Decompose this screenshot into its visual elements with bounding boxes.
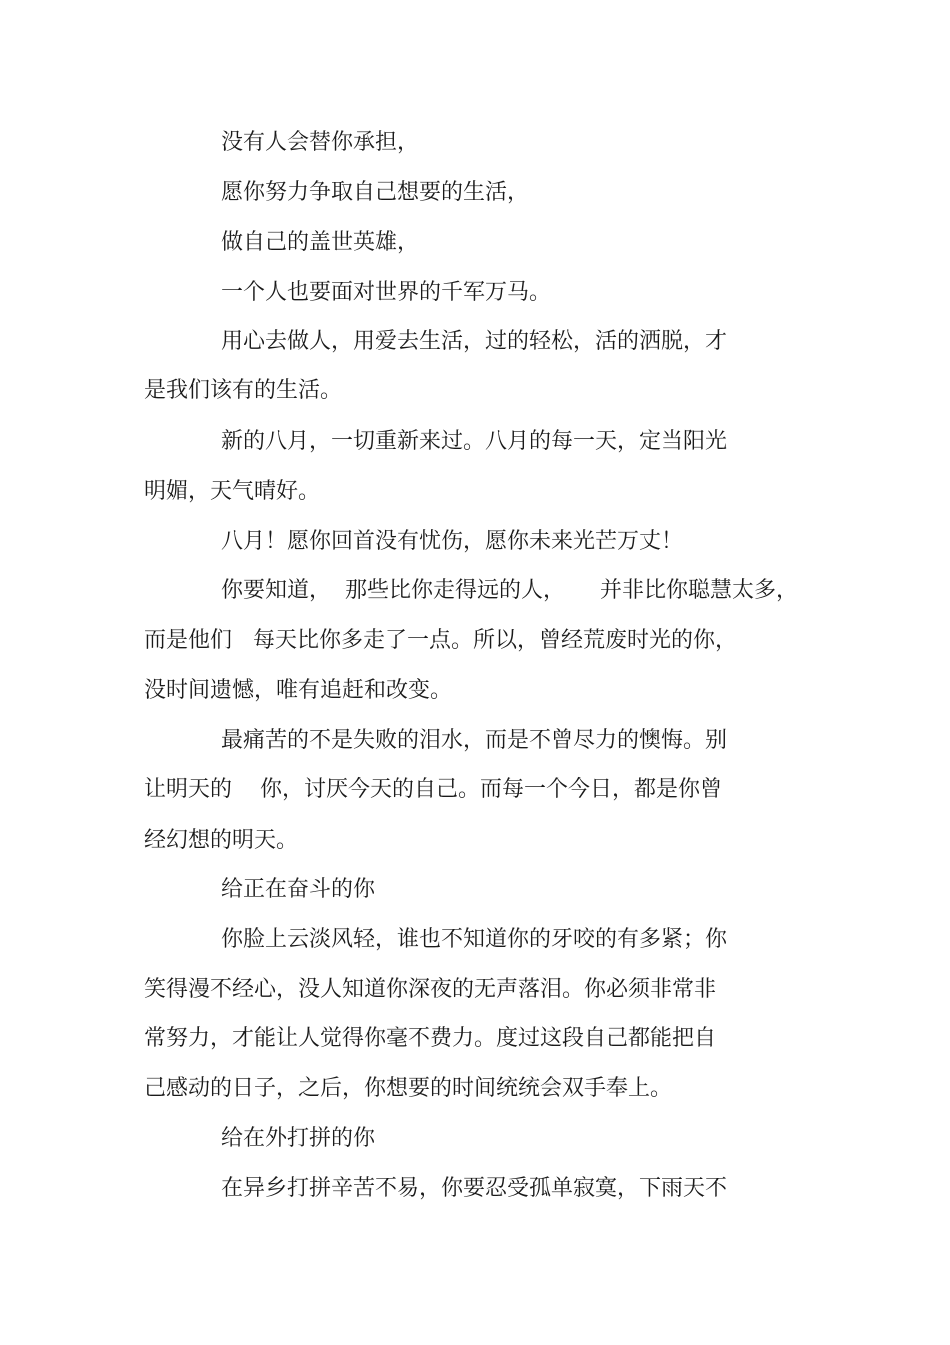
text-line: 在异乡打拼辛苦不易，你要忍受孤单寂寞，下雨天不: [221, 1176, 728, 1201]
text-line: 用心去做人，用爱去生活，过的轻松，活的洒脱，才: [221, 329, 728, 354]
text-line: 笑得漫不经心，没人知道你深夜的无声落泪。你必须非常非: [144, 977, 717, 1002]
section-heading: 给在外打拼的你: [221, 1126, 376, 1151]
text-line: 己感动的日子，之后，你想要的时间统统会双手奉上。: [144, 1076, 673, 1101]
text-line: 愿你努力争取自己想要的生活，: [221, 180, 530, 205]
text-line: 是我们该有的生活。: [144, 378, 343, 403]
text-line: 明媚，天气晴好。: [144, 479, 321, 504]
text-line: 常努力，才能让人觉得你毫不费力。度过这段自己都能把自: [144, 1026, 717, 1051]
text-line: 让明天的 你，讨厌今天的自己。而每一个今日，都是你曾: [144, 777, 722, 802]
text-line: 新的八月，一切重新来过。八月的每一天，定当阳光: [221, 429, 728, 454]
text-line: 一个人也要面对世界的千军万马。: [221, 280, 552, 305]
text-line: 八月！愿你回首没有忧伤，愿你未来光芒万丈！: [221, 529, 684, 554]
text-line: 你脸上云淡风轻，谁也不知道你的牙咬的有多紧；你: [221, 927, 728, 952]
section-heading: 给正在奋斗的你: [221, 877, 376, 902]
text-line: 而是他们 每天比你多走了一点。所以，曾经荒废时光的你，: [144, 628, 737, 653]
text-line: 经幻想的明天。: [144, 828, 299, 853]
text-line: 你要知道， 那些比你走得远的人， 并非比你聪慧太多，: [221, 578, 798, 603]
text-line: 没有人会替你承担，: [221, 130, 420, 155]
text-line: 做自己的盖世英雄，: [221, 230, 420, 255]
text-line: 最痛苦的不是失败的泪水，而是不曾尽力的懊悔。别: [221, 728, 728, 753]
text-line: 没时间遗憾，唯有追赶和改变。: [144, 678, 453, 703]
